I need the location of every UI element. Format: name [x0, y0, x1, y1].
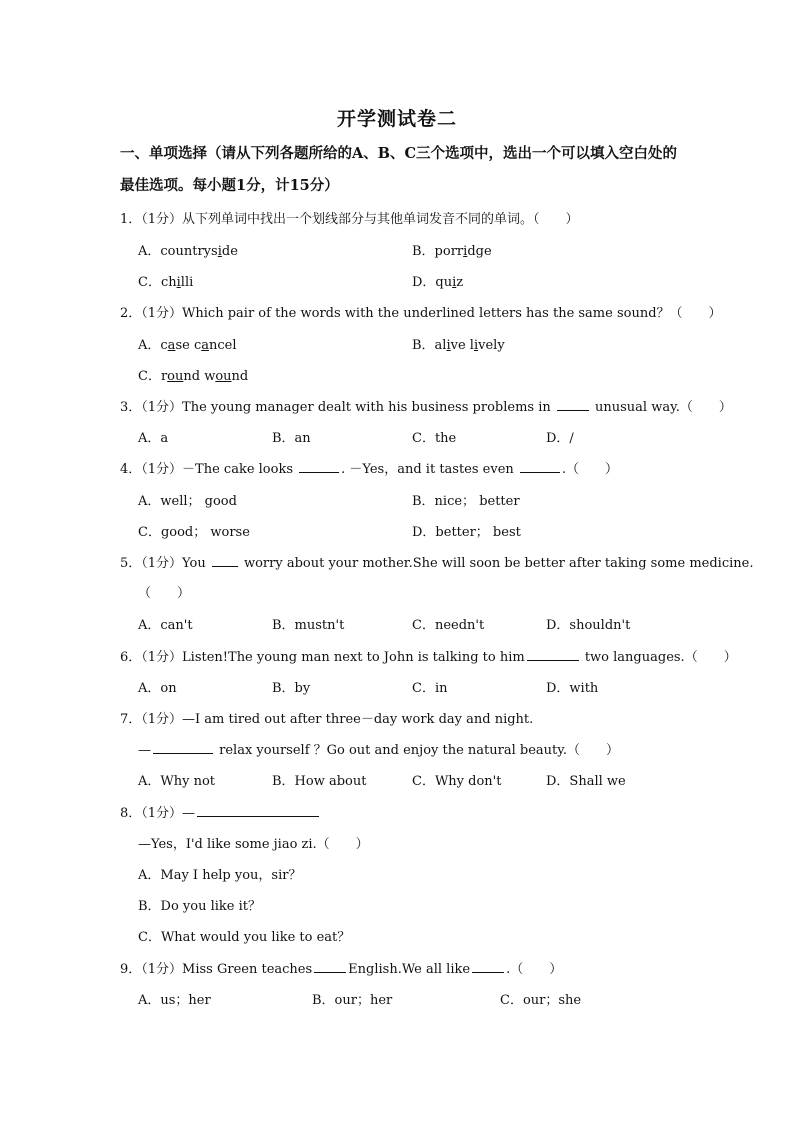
answer-blank [557, 398, 589, 411]
answer-blank [299, 460, 339, 473]
question-4-stem: 4．（1分）－The cake looks . －Yes，and it tastes even .（ ） [120, 462, 619, 477]
q2-option-c: C．round wound [138, 369, 249, 384]
question-1-stem: 1．（1分）从下列单词中找出一个划线部分与其他单词发音不同的单词。（ ） [120, 212, 579, 227]
q4-option-c: C．good； worse [138, 525, 250, 540]
question-3-stem: 3．（1分）The young manager dealt with his business problems in unusual way.（ ） [120, 400, 732, 415]
q7-option-d: D．Shall we [546, 774, 626, 789]
q8-option-a: A．May I help you，sir？ [138, 868, 302, 883]
question-7-stem: 7．（1分）—I am tired out after three－day work day and night. [120, 712, 534, 727]
q4-option-d: D．better； best [412, 525, 521, 540]
q6-option-b: B．by [272, 681, 311, 696]
question-5-paren: （ ） [138, 586, 191, 601]
q5-option-c: C．needn't [412, 618, 485, 633]
answer-blank [520, 460, 560, 473]
q9-option-b: B．our；her [312, 993, 393, 1008]
q6-option-a: A．on [138, 681, 177, 696]
q3-option-c: C．the [412, 431, 457, 446]
q9-option-c: C．our；she [500, 993, 582, 1008]
question-2-stem: 2．（1分）Which pair of the words with the underlined letters has the same sound？（ ） [120, 306, 722, 321]
q1-option-d: D．quiz [412, 275, 464, 290]
question-9-stem: 9．（1分）Miss Green teaches English.We all like .（ ） [120, 962, 563, 977]
question-8-line2: —Yes，I'd like some jiao zi.（ ） [138, 837, 369, 852]
answer-blank [472, 960, 504, 973]
q8-option-b: B．Do you like it？ [138, 899, 262, 914]
q7-option-a: A．Why not [138, 774, 216, 789]
q1-option-a: A．countryside [138, 244, 238, 259]
q1-option-c: C．chilli [138, 275, 194, 290]
q5-option-a: A．can't [138, 618, 193, 633]
q4-option-b: B．nice； better [412, 494, 520, 509]
q9-option-a: A．us；her [138, 993, 211, 1008]
answer-blank [314, 960, 346, 973]
q5-option-b: B．mustn't [272, 618, 345, 633]
q2-option-a: A．case cancel [138, 338, 237, 353]
q5-option-d: D．shouldn't [546, 618, 631, 633]
answer-blank [212, 554, 238, 567]
answer-blank [153, 741, 213, 754]
q6-option-d: D．with [546, 681, 599, 696]
question-6-stem: 6．（1分）Listen!The young man next to John is talking to him two languages.（ ） [120, 650, 737, 665]
q7-option-c: C．Why don't [412, 774, 502, 789]
question-7-line2: — relax yourself ？Go out and enjoy the natural beauty.（ ） [138, 743, 620, 758]
question-5-stem: 5．（1分）You worry about your mother.She will soon be better after taking some medicine. [120, 556, 754, 571]
q3-option-b: B．an [272, 431, 311, 446]
q3-option-d: D．/ [546, 431, 574, 446]
question-8-stem: 8．（1分）— [120, 802, 321, 821]
page-title: 开学测试卷二 [336, 108, 457, 130]
answer-blank [527, 648, 579, 661]
section-heading: 一、单项选择（请从下列各题所给的A、B、C三个选项中，选出一个可以填入空白处的最佳选项。每小题1分，计15分） [120, 145, 678, 194]
q1-option-b: B．porridge [412, 244, 492, 259]
answer-blank [197, 804, 319, 817]
q4-option-a: A．well； good [138, 494, 237, 509]
q3-option-a: A．a [138, 431, 169, 446]
q2-option-b: B．alive lively [412, 338, 505, 353]
q6-option-c: C．in [412, 681, 448, 696]
q8-option-c: C．What would you like to eat？ [138, 930, 351, 945]
q7-option-b: B．How about [272, 774, 367, 789]
